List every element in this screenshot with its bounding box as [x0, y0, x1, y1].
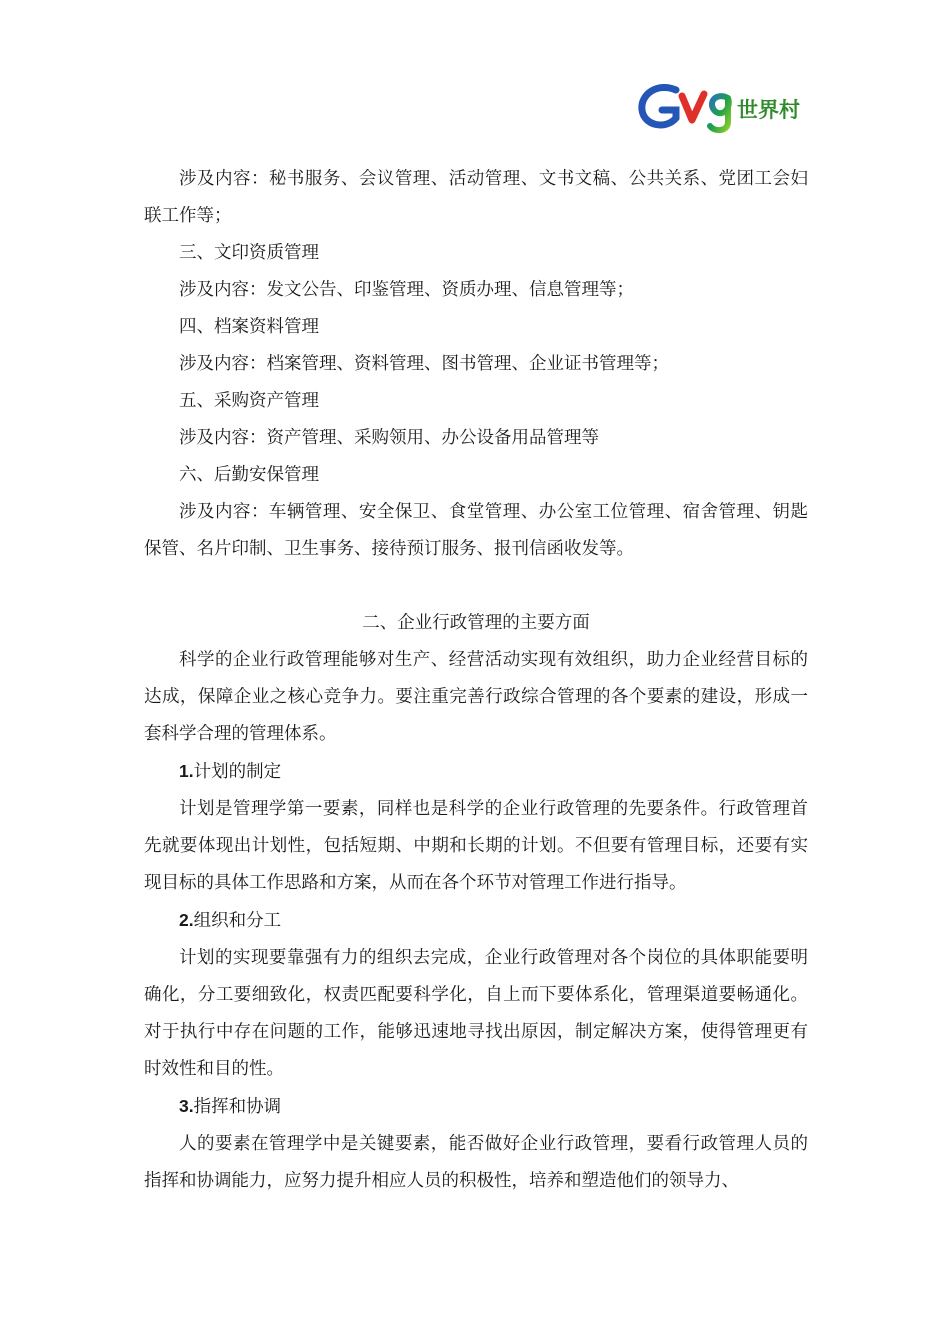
item-number: 3. — [179, 1096, 194, 1116]
paragraph: 四、档案资料管理 — [179, 317, 319, 337]
item-title: 计划的制定 — [193, 762, 282, 782]
item-heading — [144, 902, 808, 940]
section-intro: 科学的企业行政管理能够对生产、经营活动实现有效组织，助力企业经营目标的达成，保障企业之核心竞争力。要注重完善行政综合管理的各个要素的建设，形成一套科学合理的管理体系。 — [144, 650, 808, 744]
document-body — [144, 161, 808, 1200]
gvg-logo-icon — [636, 80, 808, 136]
item-number: 1. — [179, 761, 194, 781]
item-title: 组织和分工 — [193, 911, 282, 931]
item-body: 计划的实现要靠强有力的组织去完成，企业行政管理对各个岗位的具体职能要明确化，分工要细致化，权责匹配要科学化，自上而下要体系化，管理渠道要畅通化。对于执行中存在问题的工作，能够迅速地寻找出原因，制定解决方案，使得管理更有时效性和目的性。 — [144, 948, 808, 1079]
item-heading — [144, 753, 808, 791]
item-heading — [144, 1088, 808, 1126]
paragraph: 涉及内容：发文公告、印鉴管理、资质办理、信息管理等； — [179, 280, 634, 300]
item-title: 指挥和协调 — [193, 1097, 282, 1117]
svg-text:世界村: 世界村 — [737, 98, 800, 122]
item-body: 人的要素在管理学中是关键要素，能否做好企业行政管理，要看行政管理人员的指挥和协调能力，应努力提升相应人员的积极性，培养和塑造他们的领导力、 — [144, 1134, 808, 1191]
paragraph: 五、采购资产管理 — [179, 391, 319, 411]
section-heading: 二、企业行政管理的主要方面 — [362, 613, 590, 633]
paragraph: 六、后勤安保管理 — [179, 465, 319, 485]
company-logo — [636, 80, 808, 136]
paragraph: 涉及内容：车辆管理、安全保卫、食堂管理、办公室工位管理、宿舍管理、钥匙保管、名片印制、卫生事务、接待预订服务、报刊信函收发等。 — [144, 502, 808, 559]
paragraph: 涉及内容：秘书服务、会议管理、活动管理、文书文稿、公共关系、党团工会妇联工作等； — [144, 169, 808, 226]
paragraph: 涉及内容：档案管理、资料管理、图书管理、企业证书管理等； — [179, 354, 669, 374]
paragraph: 涉及内容：资产管理、采购领用、办公设备用品管理等 — [179, 428, 599, 448]
item-body: 计划是管理学第一要素，同样也是科学的企业行政管理的先要条件。行政管理首先就要体现出计划性，包括短期、中期和长期的计划。不但要有管理目标，还要有实现目标的具体工作思路和方案，从而在各个环节对管理工作进行指导。 — [144, 799, 808, 893]
paragraph: 三、文印资质管理 — [179, 243, 319, 263]
item-number: 2. — [179, 910, 194, 930]
